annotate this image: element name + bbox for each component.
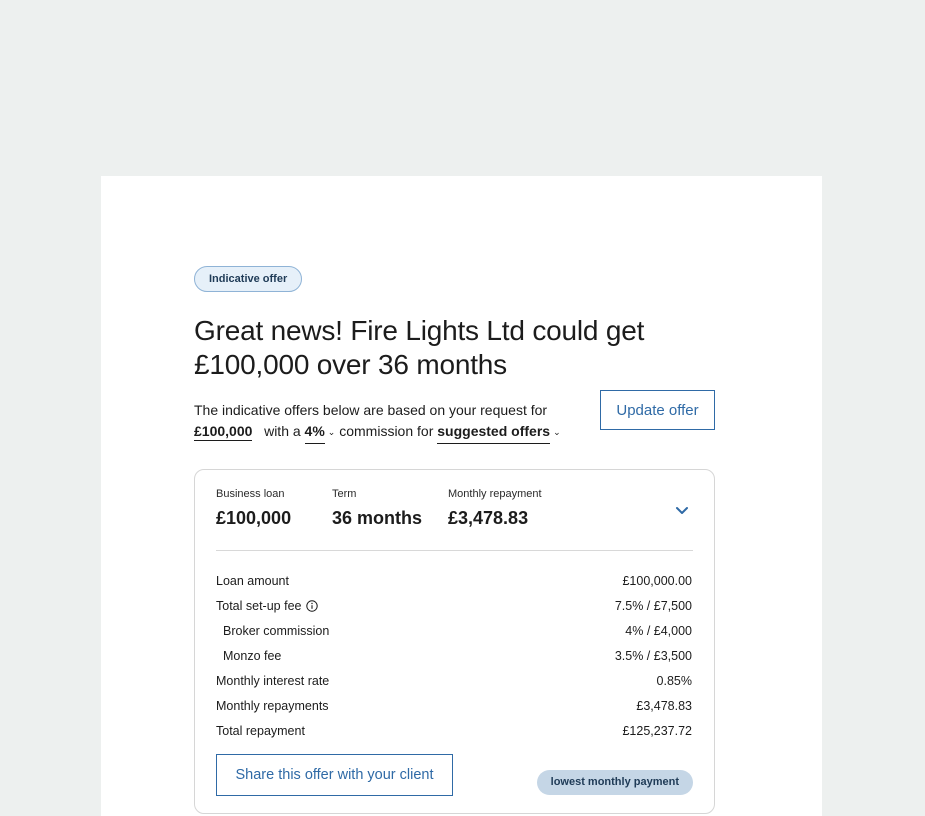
detail-label: Monzo fee	[223, 648, 282, 663]
divider	[216, 550, 693, 551]
chevron-down-icon: ⌄	[327, 427, 336, 437]
summary-label: Business loan	[216, 488, 285, 500]
detail-label: Loan amount	[216, 573, 289, 588]
offer-details	[216, 568, 692, 743]
share-offer-button[interactable]: Share this offer with your client	[216, 754, 453, 796]
commission-for-text: commission for	[339, 423, 434, 439]
summary-value: 36 months	[332, 508, 423, 528]
detail-value: 3.5% / £3,500	[614, 648, 692, 663]
detail-row-broker-commission	[216, 618, 692, 643]
detail-value: 0.85%	[656, 673, 692, 688]
offer-content	[194, 266, 715, 788]
request-prefix: The indicative offers below are based on your request for	[194, 402, 548, 418]
summary-monthly-repayment	[448, 488, 542, 529]
update-offer-button[interactable]: Update offer	[600, 390, 715, 430]
offer-summary	[216, 488, 566, 529]
lowest-payment-tag: lowest monthly payment	[537, 770, 693, 795]
summary-label: Term	[332, 488, 357, 500]
summary-business-loan	[216, 488, 308, 529]
request-summary	[194, 400, 715, 444]
detail-label: Monthly interest rate	[216, 673, 330, 688]
summary-term	[332, 488, 424, 529]
detail-label-wrap	[216, 599, 318, 613]
detail-label: Monthly repayments	[216, 698, 329, 713]
detail-label: Total set-up fee	[216, 598, 302, 613]
with-text: with a	[264, 423, 301, 439]
offer-card	[101, 176, 822, 816]
offer-type-select[interactable]	[437, 421, 560, 444]
info-icon[interactable]	[306, 600, 318, 612]
detail-label: Broker commission	[223, 623, 330, 638]
summary-value: £100,000	[216, 508, 292, 528]
detail-value: 7.5% / £7,500	[614, 598, 692, 613]
offer-type-value: suggested offers	[437, 421, 550, 444]
detail-value: £100,000.00	[622, 573, 692, 588]
detail-value: £125,237.72	[622, 723, 692, 738]
chevron-down-icon: ⌄	[553, 427, 561, 437]
detail-value: 4% / £4,000	[625, 623, 692, 638]
page-title: Great news! Fire Lights Ltd could get £100,000 over 36 months	[194, 315, 645, 380]
indicative-offer-badge: Indicative offer	[194, 266, 302, 292]
detail-row-setup-fee	[216, 593, 692, 618]
detail-label: Total repayment	[216, 723, 305, 738]
detail-value: £3,478.83	[636, 698, 692, 713]
commission-value: 4%	[305, 421, 325, 444]
offer-panel	[194, 469, 715, 814]
detail-row-monzo-fee	[216, 643, 692, 668]
detail-row-loan-amount	[216, 568, 692, 593]
loan-amount-link[interactable]: £100,000	[194, 423, 253, 439]
commission-select[interactable]	[305, 421, 336, 444]
summary-value: £3,478.83	[448, 508, 529, 528]
summary-label: Monthly repayment	[448, 488, 542, 500]
detail-row-total-repayment	[216, 718, 692, 743]
detail-row-interest-rate	[216, 668, 692, 693]
detail-row-monthly-repayments	[216, 693, 692, 718]
chevron-down-icon[interactable]	[674, 502, 690, 518]
request-text	[194, 400, 594, 444]
